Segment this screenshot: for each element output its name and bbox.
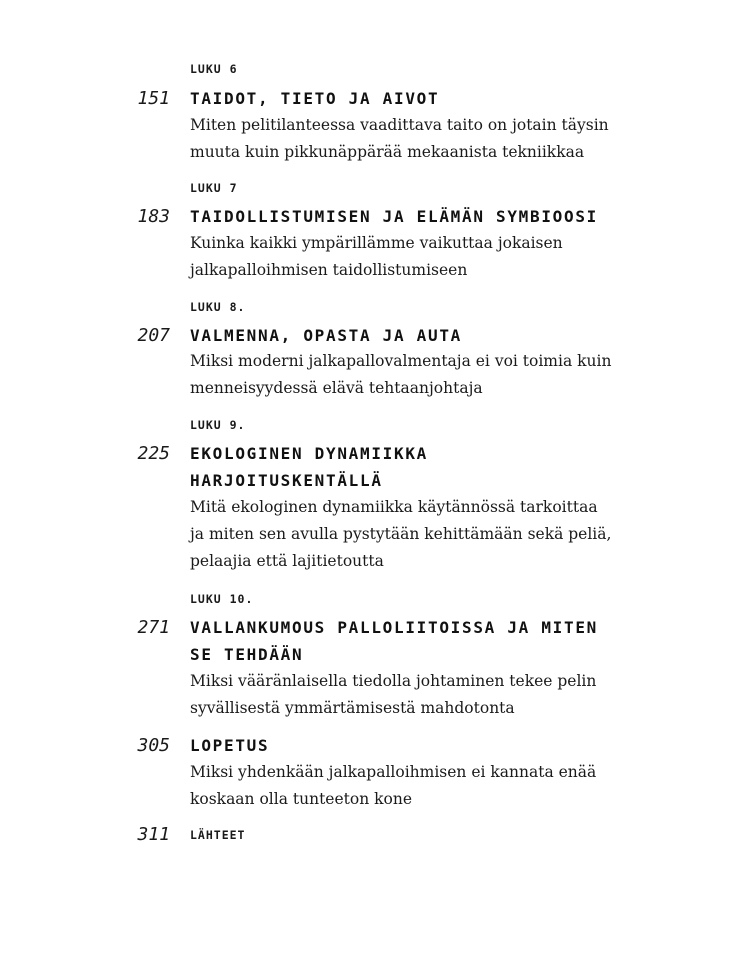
chapter-description — [190, 759, 610, 813]
description-line: Miksi moderni jalkapallovalmentaja ei voi toimia kuin — [190, 352, 612, 370]
chapter-description — [190, 494, 610, 575]
chapter-title — [190, 322, 462, 349]
chapter-title-line: VALLANKUMOUS PALLOLIITOISSA JA MITEN — [190, 618, 598, 637]
chapter-label: LUKU 7 — [190, 181, 238, 195]
chapter-title-line: TAIDOT, TIETO JA AIVOT — [190, 89, 440, 108]
chapter-title — [190, 203, 598, 230]
page-number: 207 — [137, 325, 170, 346]
page-number: 151 — [137, 88, 170, 109]
chapter-title — [190, 732, 269, 759]
chapter-label: LUKU 6 — [190, 62, 238, 76]
description-line: Kuinka kaikki ympärillämme vaikuttaa jokaisen — [190, 234, 563, 252]
chapter-description — [190, 230, 610, 284]
chapter-title-line: HARJOITUSKENTÄLLÄ — [190, 471, 383, 490]
chapter-label: LUKU 8. — [190, 300, 246, 314]
chapter-title — [190, 440, 428, 494]
description-line: koskaan olla tunteeton kone — [190, 790, 412, 808]
chapter-label: LUKU 10. — [190, 592, 254, 606]
page-number: 305 — [137, 735, 170, 756]
page-number: 311 — [137, 824, 170, 845]
description-line: muuta kuin pikkunäppärää mekaanista tekniikkaa — [190, 143, 585, 161]
chapter-title-line: VALMENNA, OPASTA JA AUTA — [190, 326, 462, 345]
description-line: Miksi yhdenkään jalkapalloihmisen ei kannata enää — [190, 763, 597, 781]
chapter-title-line: LOPETUS — [190, 736, 270, 755]
chapter-title — [190, 85, 439, 112]
description-line: Miten pelitilanteessa vaadittava taito on jotain täysin — [190, 116, 609, 134]
chapter-description — [190, 112, 610, 166]
chapter-title-line: SE TEHDÄÄN — [190, 645, 304, 664]
chapter-description — [190, 348, 610, 402]
description-line: pelaajia että lajitietoutta — [190, 552, 384, 570]
description-line: menneisyydessä elävä tehtaanjohtaja — [190, 379, 483, 397]
chapter-title-line: TAIDOLLISTUMISEN JA ELÄMÄN SYMBIOOSI — [190, 207, 598, 226]
chapter-label: LUKU 9. — [190, 418, 246, 432]
page-number: 271 — [137, 617, 170, 638]
description-line: syvällisestä ymmärtämisestä mahdotonta — [190, 699, 515, 717]
sources-label: LÄHTEET — [190, 828, 246, 842]
description-line: Miksi vääränlaisella tiedolla johtaminen tekee pelin — [190, 672, 597, 690]
description-line: jalkapalloihmisen taidollistumiseen — [190, 261, 468, 279]
page-number: 225 — [137, 443, 170, 464]
chapter-title — [190, 614, 598, 668]
description-line: Mitä ekologinen dynamiikka käytännössä tarkoittaa — [190, 498, 598, 516]
chapter-description — [190, 668, 610, 722]
page-number: 183 — [137, 206, 170, 227]
chapter-title-line: EKOLOGINEN DYNAMIIKKA — [190, 444, 428, 463]
description-line: ja miten sen avulla pystytään kehittämään sekä peliä, — [190, 525, 612, 543]
